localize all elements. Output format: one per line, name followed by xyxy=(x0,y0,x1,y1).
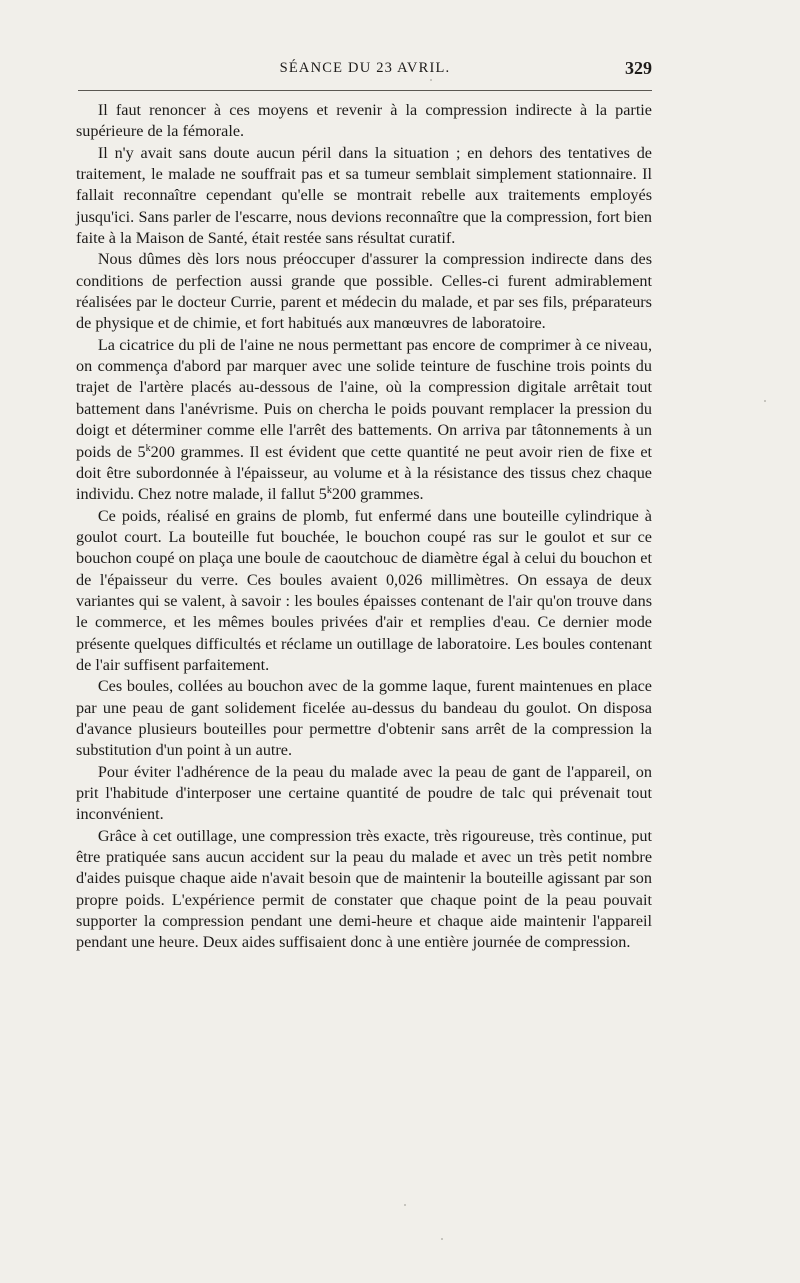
paragraph-4-text-start: La cicatrice du pli de l'aine ne nous permettant pas encore de comprimer à ce niveau, on commença d'abord par marquer avec une solide teinture de fuschine trois points du trajet de l'artère placés au-dessous de l'aine, où la compression digitale arrêtait tout battement dans l'anévrisme. Puis on chercha le poids pouvant remplacer la pression du doigt et déterminer comme elle l'arrêt des battements. On arriva par tâtonnements à un poids de 5 xyxy=(76,335,652,461)
paragraph-4 xyxy=(76,335,652,506)
paragraph-4-text-end: 200 grammes. xyxy=(331,485,424,504)
paragraph-8: Grâce à cet outillage, une compression très exacte, très rigoureuse, très continue, put être pratiquée sans aucun accident sur la peau du malade et avec un très petit nombre d'aides puisque chaque aide n'avait besoin que de maintenir la bouteille agissant par son propre poids. L'expérience permit de constater que chaque point de la peau pouvait supporter la compression pendant une demi-heure et chaque aide maintenir l'appareil pendant une heure. Deux aides suffisaient donc à une entière journée de compression. xyxy=(76,826,652,952)
scan-speck xyxy=(441,1238,443,1240)
scan-speck xyxy=(404,1204,406,1206)
paragraph-3: Nous dûmes dès lors nous préoccuper d'assurer la compression indirecte dans des conditions de perfection aussi grande que possible. Celles-ci furent admirablement réalisées par le docteur Currie, parent et médecin du malade, et par ses fils, préparateurs de physique et de chimie, et fort habitués aux manœuvres de laboratoire. xyxy=(76,250,652,333)
scan-speck xyxy=(764,400,766,402)
kilogram-superscript-1: k xyxy=(145,442,151,454)
paragraph-7: Pour éviter l'adhérence de la peau du malade avec la peau de gant de l'appareil, on prit l'habitude d'interposer une certaine quantité de poudre de talc qui prévenait tout inconvénient. xyxy=(76,762,652,824)
paragraph-2: Il n'y avait sans doute aucun péril dans la situation ; en dehors des tentatives de traitement, le malade ne souffrait pas et sa tumeur semblait simplement stationnaire. Il fallait reconnaître cependant qu'elle se montrait rebelle aux traitements employés jusqu'ici. Sans parler de l'escarre, nous devions reconnaître que la compression, fort bien faite à la Maison de Santé, était restée sans résultat curatif. xyxy=(76,143,652,248)
page-header xyxy=(78,60,652,84)
running-title: SÉANCE DU 23 AVRIL. xyxy=(279,60,451,76)
header-rule xyxy=(78,90,652,91)
kilogram-superscript-2: k xyxy=(326,485,332,497)
page-number: 329 xyxy=(625,58,652,78)
paragraph-5: Ce poids, réalisé en grains de plomb, fut enfermé dans une bouteille cylindrique à goulot court. La bouteille fut bouchée, le bouchon coupé ras sur le goulot et sur ce bouchon coupé on plaça une boule de caoutchouc de diamètre égal à celui du bouchon et de l'épaisseur du verre. Ces boules avaient 0,026 millimètres. On essaya de deux variantes qui se valent, à savoir : les boules épaisses contenant de l'air qu'on trouve dans le commerce, et les mêmes boules privées d'air et remplies d'eau. Ce dernier mode présente quelques difficultés et réclame un outillage de laboratoire. Les boules contenant de l'air suffisent parfaitement. xyxy=(76,506,652,674)
paragraph-4-text-middle: 200 grammes. Il est évident que cette quantité ne peut avoir rien de fixe et doit être subordonnée à l'épaisseur, au volume et à la résistance des tissus chez chaque individu. Chez notre malade, il fallut 5 xyxy=(76,442,652,504)
main-text xyxy=(76,100,652,954)
paragraph-1: Il faut renoncer à ces moyens et revenir à la compression indirecte à la partie supérieure de la fémorale. xyxy=(76,101,652,141)
paragraph-6: Ces boules, collées au bouchon avec de la gomme laque, furent maintenues en place par une peau de gant solidement ficelée au-dessus du bandeau du goulot. On disposa d'avance plusieurs bouteilles pour permettre d'obtenir sans arrêt de la compression la substitution d'un point à un autre. xyxy=(76,677,652,760)
scan-speck xyxy=(430,79,432,81)
